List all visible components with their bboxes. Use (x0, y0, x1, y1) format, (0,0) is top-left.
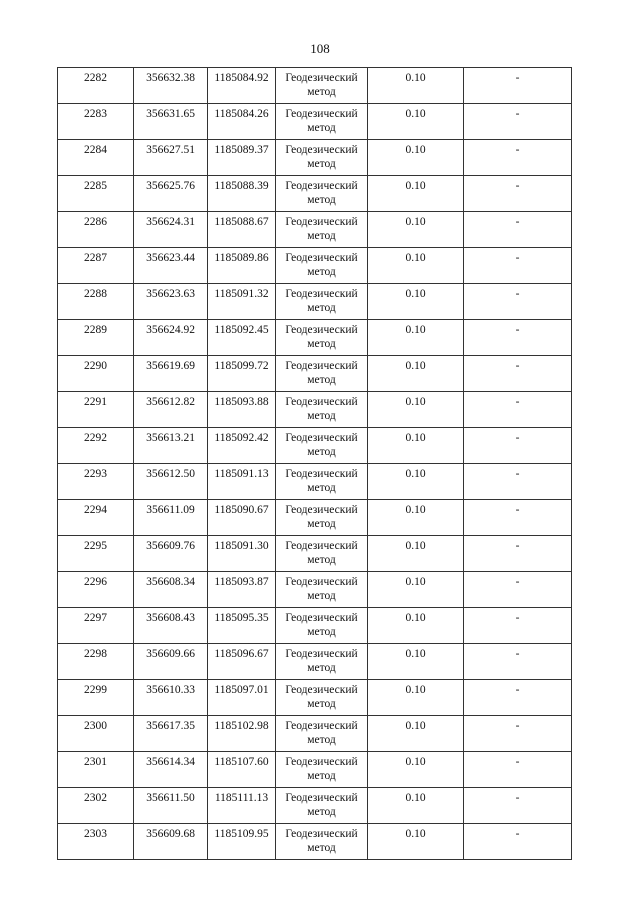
method-cell (276, 788, 368, 824)
x-coordinate-cell-text: 356610.33 (146, 684, 195, 696)
point-number-cell (58, 356, 134, 392)
x-coordinate-cell-text: 356623.44 (146, 252, 195, 264)
coordinates-table (57, 67, 572, 860)
accuracy-cell (368, 356, 464, 392)
y-coordinate-cell-text: 1185111.13 (214, 792, 269, 804)
y-coordinate-cell (208, 644, 276, 680)
accuracy-cell (368, 572, 464, 608)
accuracy-cell-text: 0.10 (405, 432, 426, 444)
y-coordinate-cell-text: 1185089.86 (214, 252, 269, 264)
method-cell-text: Геодезический метод (285, 180, 358, 206)
note-cell (464, 752, 572, 788)
y-coordinate-cell (208, 68, 276, 104)
table-row (58, 536, 572, 572)
y-coordinate-cell-text: 1185088.39 (214, 180, 269, 192)
note-cell-text: - (515, 180, 520, 192)
x-coordinate-cell-text: 356631.65 (146, 108, 195, 120)
table-row (58, 680, 572, 716)
y-coordinate-cell-text: 1185091.30 (214, 540, 269, 552)
x-coordinate-cell-text: 356619.69 (146, 360, 195, 372)
method-cell-text: Геодезический метод (285, 576, 358, 602)
method-cell-text: Геодезический метод (285, 684, 358, 710)
accuracy-cell (368, 176, 464, 212)
note-cell-text: - (515, 396, 520, 408)
x-coordinate-cell-text: 356632.38 (146, 72, 195, 84)
method-cell-text: Геодезический метод (285, 540, 358, 566)
table-row (58, 788, 572, 824)
y-coordinate-cell-text: 1185091.13 (214, 468, 269, 480)
x-coordinate-cell (134, 212, 208, 248)
accuracy-cell (368, 320, 464, 356)
note-cell (464, 464, 572, 500)
y-coordinate-cell (208, 608, 276, 644)
x-coordinate-cell-text: 356612.82 (146, 396, 195, 408)
y-coordinate-cell (208, 572, 276, 608)
y-coordinate-cell (208, 824, 276, 860)
table-row (58, 644, 572, 680)
point-number-cell-text: 2292 (84, 432, 107, 444)
method-cell (276, 176, 368, 212)
x-coordinate-cell (134, 680, 208, 716)
accuracy-cell-text: 0.10 (405, 468, 426, 480)
point-number-cell-text: 2299 (84, 684, 107, 696)
note-cell-text: - (515, 828, 520, 840)
y-coordinate-cell (208, 680, 276, 716)
note-cell-text: - (515, 72, 520, 84)
method-cell (276, 464, 368, 500)
y-coordinate-cell-text: 1185107.60 (214, 756, 269, 768)
note-cell-text: - (515, 216, 520, 228)
method-cell-text: Геодезический метод (285, 144, 358, 170)
y-coordinate-cell (208, 356, 276, 392)
x-coordinate-cell (134, 428, 208, 464)
note-cell-text: - (515, 612, 520, 624)
point-number-cell (58, 212, 134, 248)
point-number-cell-text: 2288 (84, 288, 107, 300)
method-cell-text: Геодезический метод (285, 828, 358, 854)
point-number-cell (58, 104, 134, 140)
accuracy-cell-text: 0.10 (405, 180, 426, 192)
x-coordinate-cell (134, 176, 208, 212)
point-number-cell (58, 284, 134, 320)
x-coordinate-cell (134, 320, 208, 356)
table-row (58, 284, 572, 320)
table-row (58, 464, 572, 500)
point-number-cell (58, 500, 134, 536)
accuracy-cell-text: 0.10 (405, 144, 426, 156)
method-cell (276, 644, 368, 680)
point-number-cell (58, 572, 134, 608)
y-coordinate-cell-text: 1185102.98 (214, 720, 269, 732)
table-row (58, 140, 572, 176)
method-cell (276, 284, 368, 320)
method-cell-text: Геодезический метод (285, 360, 358, 386)
note-cell (464, 320, 572, 356)
point-number-cell (58, 608, 134, 644)
point-number-cell (58, 752, 134, 788)
point-number-cell-text: 2298 (84, 648, 107, 660)
y-coordinate-cell (208, 536, 276, 572)
table-row (58, 752, 572, 788)
point-number-cell-text: 2296 (84, 576, 107, 588)
method-cell-text: Геодезический метод (285, 432, 358, 458)
x-coordinate-cell (134, 572, 208, 608)
method-cell-text: Геодезический метод (285, 612, 358, 638)
note-cell-text: - (515, 576, 520, 588)
note-cell-text: - (515, 648, 520, 660)
note-cell (464, 608, 572, 644)
y-coordinate-cell (208, 428, 276, 464)
accuracy-cell (368, 392, 464, 428)
point-number-cell-text: 2297 (84, 612, 107, 624)
point-number-cell (58, 680, 134, 716)
method-cell-text: Геодезический метод (285, 504, 358, 530)
point-number-cell-text: 2286 (84, 216, 107, 228)
note-cell (464, 176, 572, 212)
note-cell-text: - (515, 252, 520, 264)
method-cell-text: Геодезический метод (285, 216, 358, 242)
y-coordinate-cell-text: 1185084.26 (214, 108, 269, 120)
x-coordinate-cell (134, 752, 208, 788)
coordinates-table-body (58, 68, 572, 860)
note-cell-text: - (515, 468, 520, 480)
accuracy-cell-text: 0.10 (405, 756, 426, 768)
note-cell (464, 824, 572, 860)
x-coordinate-cell-text: 356624.31 (146, 216, 195, 228)
method-cell (276, 428, 368, 464)
point-number-cell-text: 2290 (84, 360, 107, 372)
x-coordinate-cell (134, 536, 208, 572)
point-number-cell-text: 2294 (84, 504, 107, 516)
note-cell (464, 248, 572, 284)
note-cell-text: - (515, 360, 520, 372)
note-cell (464, 644, 572, 680)
y-coordinate-cell-text: 1185090.67 (214, 504, 269, 516)
method-cell-text: Геодезический метод (285, 396, 358, 422)
method-cell-text: Геодезический метод (285, 648, 358, 674)
point-number-cell (58, 536, 134, 572)
accuracy-cell-text: 0.10 (405, 216, 426, 228)
x-coordinate-cell (134, 104, 208, 140)
table-row (58, 716, 572, 752)
point-number-cell-text: 2287 (84, 252, 107, 264)
method-cell-text: Геодезический метод (285, 288, 358, 314)
accuracy-cell (368, 68, 464, 104)
x-coordinate-cell-text: 356608.43 (146, 612, 195, 624)
x-coordinate-cell (134, 356, 208, 392)
y-coordinate-cell-text: 1185095.35 (214, 612, 269, 624)
point-number-cell-text: 2291 (84, 396, 107, 408)
x-coordinate-cell-text: 356627.51 (146, 144, 195, 156)
point-number-cell (58, 464, 134, 500)
accuracy-cell (368, 608, 464, 644)
method-cell (276, 752, 368, 788)
method-cell (276, 140, 368, 176)
accuracy-cell (368, 428, 464, 464)
point-number-cell-text: 2300 (84, 720, 107, 732)
table-row (58, 356, 572, 392)
method-cell-text: Геодезический метод (285, 792, 358, 818)
note-cell (464, 392, 572, 428)
note-cell (464, 428, 572, 464)
note-cell-text: - (515, 108, 520, 120)
method-cell (276, 248, 368, 284)
note-cell-text: - (515, 756, 520, 768)
note-cell-text: - (515, 720, 520, 732)
y-coordinate-cell-text: 1185096.67 (214, 648, 269, 660)
accuracy-cell-text: 0.10 (405, 324, 426, 336)
table-row (58, 104, 572, 140)
method-cell (276, 608, 368, 644)
note-cell (464, 500, 572, 536)
point-number-cell (58, 824, 134, 860)
accuracy-cell-text: 0.10 (405, 396, 426, 408)
table-row (58, 248, 572, 284)
y-coordinate-cell-text: 1185084.92 (214, 72, 269, 84)
method-cell (276, 68, 368, 104)
accuracy-cell (368, 464, 464, 500)
point-number-cell-text: 2282 (84, 72, 107, 84)
x-coordinate-cell (134, 284, 208, 320)
x-coordinate-cell (134, 248, 208, 284)
y-coordinate-cell (208, 284, 276, 320)
method-cell-text: Геодезический метод (285, 720, 358, 746)
note-cell (464, 104, 572, 140)
accuracy-cell-text: 0.10 (405, 576, 426, 588)
accuracy-cell-text: 0.10 (405, 648, 426, 660)
accuracy-cell (368, 500, 464, 536)
y-coordinate-cell (208, 464, 276, 500)
point-number-cell-text: 2303 (84, 828, 107, 840)
method-cell (276, 500, 368, 536)
accuracy-cell (368, 284, 464, 320)
table-row (58, 68, 572, 104)
x-coordinate-cell-text: 356625.76 (146, 180, 195, 192)
method-cell (276, 572, 368, 608)
note-cell-text: - (515, 792, 520, 804)
table-row (58, 392, 572, 428)
table-row (58, 176, 572, 212)
table-row (58, 212, 572, 248)
note-cell (464, 140, 572, 176)
method-cell-text: Геодезический метод (285, 324, 358, 350)
note-cell (464, 788, 572, 824)
point-number-cell-text: 2302 (84, 792, 107, 804)
point-number-cell-text: 2285 (84, 180, 107, 192)
table-row (58, 608, 572, 644)
point-number-cell (58, 68, 134, 104)
y-coordinate-cell (208, 248, 276, 284)
accuracy-cell (368, 680, 464, 716)
y-coordinate-cell (208, 104, 276, 140)
note-cell-text: - (515, 540, 520, 552)
x-coordinate-cell-text: 356623.63 (146, 288, 195, 300)
point-number-cell (58, 140, 134, 176)
method-cell (276, 104, 368, 140)
accuracy-cell-text: 0.10 (405, 720, 426, 732)
table-row (58, 320, 572, 356)
x-coordinate-cell-text: 356614.34 (146, 756, 195, 768)
y-coordinate-cell (208, 716, 276, 752)
x-coordinate-cell (134, 140, 208, 176)
y-coordinate-cell-text: 1185092.45 (214, 324, 269, 336)
y-coordinate-cell-text: 1185089.37 (214, 144, 269, 156)
y-coordinate-cell (208, 320, 276, 356)
x-coordinate-cell (134, 716, 208, 752)
method-cell (276, 392, 368, 428)
y-coordinate-cell (208, 392, 276, 428)
point-number-cell (58, 320, 134, 356)
accuracy-cell (368, 788, 464, 824)
method-cell-text: Геодезический метод (285, 72, 358, 98)
point-number-cell (58, 392, 134, 428)
accuracy-cell-text: 0.10 (405, 360, 426, 372)
y-coordinate-cell-text: 1185093.88 (214, 396, 269, 408)
point-number-cell-text: 2293 (84, 468, 107, 480)
note-cell (464, 212, 572, 248)
point-number-cell (58, 248, 134, 284)
note-cell (464, 68, 572, 104)
x-coordinate-cell-text: 356611.09 (146, 504, 195, 516)
accuracy-cell (368, 248, 464, 284)
note-cell (464, 284, 572, 320)
accuracy-cell-text: 0.10 (405, 828, 426, 840)
y-coordinate-cell-text: 1185091.32 (214, 288, 269, 300)
point-number-cell (58, 644, 134, 680)
point-number-cell-text: 2301 (84, 756, 107, 768)
y-coordinate-cell-text: 1185099.72 (214, 360, 269, 372)
note-cell (464, 716, 572, 752)
y-coordinate-cell-text: 1185109.95 (214, 828, 269, 840)
x-coordinate-cell-text: 356617.35 (146, 720, 195, 732)
accuracy-cell-text: 0.10 (405, 288, 426, 300)
point-number-cell-text: 2295 (84, 540, 107, 552)
method-cell (276, 356, 368, 392)
x-coordinate-cell (134, 392, 208, 428)
accuracy-cell (368, 824, 464, 860)
table-row (58, 500, 572, 536)
y-coordinate-cell (208, 176, 276, 212)
point-number-cell (58, 176, 134, 212)
x-coordinate-cell-text: 356611.50 (146, 792, 195, 804)
y-coordinate-cell (208, 212, 276, 248)
note-cell (464, 572, 572, 608)
x-coordinate-cell-text: 356624.92 (146, 324, 195, 336)
point-number-cell-text: 2284 (84, 144, 107, 156)
table-row (58, 572, 572, 608)
x-coordinate-cell-text: 356609.66 (146, 648, 195, 660)
x-coordinate-cell-text: 356608.34 (146, 576, 195, 588)
x-coordinate-cell (134, 68, 208, 104)
accuracy-cell-text: 0.10 (405, 540, 426, 552)
method-cell-text: Геодезический метод (285, 252, 358, 278)
note-cell (464, 680, 572, 716)
accuracy-cell (368, 104, 464, 140)
accuracy-cell-text: 0.10 (405, 684, 426, 696)
method-cell (276, 536, 368, 572)
accuracy-cell (368, 716, 464, 752)
accuracy-cell-text: 0.10 (405, 612, 426, 624)
x-coordinate-cell-text: 356612.50 (146, 468, 195, 480)
y-coordinate-cell (208, 752, 276, 788)
x-coordinate-cell (134, 464, 208, 500)
method-cell-text: Геодезический метод (285, 468, 358, 494)
y-coordinate-cell (208, 788, 276, 824)
method-cell (276, 680, 368, 716)
accuracy-cell (368, 752, 464, 788)
x-coordinate-cell (134, 824, 208, 860)
note-cell-text: - (515, 324, 520, 336)
note-cell-text: - (515, 288, 520, 300)
page-number: 108 (310, 41, 330, 56)
accuracy-cell-text: 0.10 (405, 792, 426, 804)
y-coordinate-cell (208, 500, 276, 536)
y-coordinate-cell-text: 1185088.67 (214, 216, 269, 228)
accuracy-cell-text: 0.10 (405, 504, 426, 516)
table-row (58, 428, 572, 464)
point-number-cell (58, 428, 134, 464)
note-cell-text: - (515, 504, 520, 516)
note-cell-text: - (515, 684, 520, 696)
point-number-cell (58, 716, 134, 752)
point-number-cell-text: 2283 (84, 108, 107, 120)
accuracy-cell-text: 0.10 (405, 72, 426, 84)
method-cell (276, 212, 368, 248)
method-cell-text: Геодезический метод (285, 108, 358, 134)
x-coordinate-cell (134, 644, 208, 680)
method-cell (276, 320, 368, 356)
x-coordinate-cell (134, 788, 208, 824)
y-coordinate-cell-text: 1185093.87 (214, 576, 269, 588)
note-cell (464, 536, 572, 572)
point-number-cell-text: 2289 (84, 324, 107, 336)
note-cell-text: - (515, 432, 520, 444)
accuracy-cell (368, 644, 464, 680)
accuracy-cell (368, 140, 464, 176)
accuracy-cell (368, 212, 464, 248)
y-coordinate-cell-text: 1185097.01 (214, 684, 269, 696)
note-cell-text: - (515, 144, 520, 156)
accuracy-cell-text: 0.10 (405, 108, 426, 120)
x-coordinate-cell-text: 356613.21 (146, 432, 195, 444)
x-coordinate-cell-text: 356609.76 (146, 540, 195, 552)
table-row (58, 824, 572, 860)
y-coordinate-cell-text: 1185092.42 (214, 432, 269, 444)
method-cell (276, 716, 368, 752)
y-coordinate-cell (208, 140, 276, 176)
x-coordinate-cell-text: 356609.68 (146, 828, 195, 840)
method-cell (276, 824, 368, 860)
accuracy-cell (368, 536, 464, 572)
point-number-cell (58, 788, 134, 824)
x-coordinate-cell (134, 500, 208, 536)
accuracy-cell-text: 0.10 (405, 252, 426, 264)
x-coordinate-cell (134, 608, 208, 644)
note-cell (464, 356, 572, 392)
method-cell-text: Геодезический метод (285, 756, 358, 782)
